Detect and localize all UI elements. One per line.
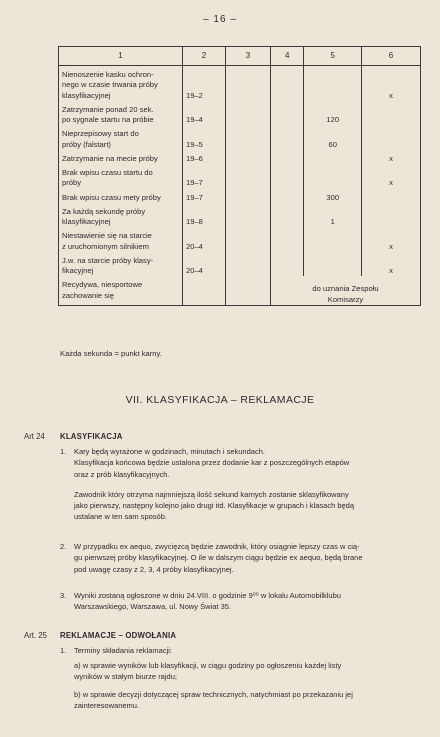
penalty-cell-4 bbox=[271, 164, 304, 189]
table-row bbox=[59, 66, 421, 101]
penalty-cell-3 bbox=[226, 66, 271, 101]
article-24-item-3 bbox=[60, 590, 420, 613]
exclusion-mark: x bbox=[362, 164, 421, 189]
penalty-cell-3 bbox=[226, 252, 271, 277]
article-reference: 19–2 bbox=[183, 66, 226, 101]
exclusion-mark: x bbox=[362, 227, 421, 252]
violation-description: Brak wpisu czasu startu do próby bbox=[59, 164, 183, 189]
article-reference: 19–8 bbox=[183, 203, 226, 228]
section-title: VII. KLASYFIKACJA – REKLAMACJE bbox=[125, 394, 315, 406]
table-row bbox=[59, 164, 421, 189]
item-paragraph: Wyniki zostaną ogłoszone w dniu 24.VIII. o godzinie 9⁰⁰ w lokalu Automobilklubu Warszawskiego, Warszawa, ul. Nowy Świat 35. bbox=[74, 591, 341, 612]
article-reference: 19–5 bbox=[183, 125, 226, 150]
violation-description: Nienoszenie kasku ochron- nego w czasie trwania próby klasyfikacyjnej bbox=[59, 66, 183, 101]
exclusion-mark: x bbox=[362, 66, 421, 101]
article-reference: 20–4 bbox=[183, 252, 226, 277]
col-header-4: 4 bbox=[271, 47, 304, 66]
penalty-cell-3 bbox=[226, 125, 271, 150]
col-header-6: 6 bbox=[362, 47, 421, 66]
table-row bbox=[59, 125, 421, 150]
article-25-item-1 bbox=[60, 645, 420, 656]
exclusion-mark: x bbox=[362, 252, 421, 277]
penalty-table bbox=[58, 46, 421, 306]
penalty-seconds: 120 bbox=[304, 101, 362, 126]
penalty-cell-3 bbox=[226, 101, 271, 126]
article-25-label: Art. 25 bbox=[24, 631, 47, 640]
penalty-seconds: 60 bbox=[304, 125, 362, 150]
violation-description: Brak wpisu czasu mety próby bbox=[59, 189, 183, 203]
penalty-cell-4 bbox=[271, 150, 304, 164]
penalty-cell-4 bbox=[271, 189, 304, 203]
item-paragraph: Zawodnik który otrzyma najmniejszą ilość sekund karnych zostanie sklasyfikowany jako pierwszy, następny kolejno jako drugi itd. Klasyfikacje w grupach i klasach będą ustalane w ten sam sposób. bbox=[74, 489, 355, 522]
exclusion-mark: x bbox=[362, 150, 421, 164]
table-row bbox=[59, 203, 421, 228]
exclusion-mark bbox=[362, 125, 421, 150]
penalty-seconds bbox=[304, 164, 362, 189]
article-25-subpoint-b: b) w sprawie decyzji dotyczącej spraw technicznych, natychmiast po przekazaniu jej zainteresowanemu. bbox=[74, 690, 353, 711]
violation-description: Nieprzepisowy start do próby (falstart) bbox=[59, 125, 183, 150]
col-header-3: 3 bbox=[226, 47, 271, 66]
penalty-seconds bbox=[304, 252, 362, 277]
table-row bbox=[59, 227, 421, 252]
article-25-subpoint-a: a) w sprawie wyników lub klasyfikacji, w ciągu godziny po ogłoszeniu każdej listy wyników w stałym biurze rajdu; bbox=[74, 661, 342, 682]
table-row bbox=[59, 101, 421, 126]
penalty-table-body bbox=[59, 66, 421, 306]
col-header-5: 5 bbox=[304, 47, 362, 66]
penalty-cell-4 bbox=[271, 252, 304, 277]
item-number: 1. bbox=[60, 646, 67, 655]
item-paragraph: W przypadku ex aequo, zwycięzcą będzie zawodnik, który osiągnie lepszy czas w cią- gu pierwszej próby klasyfikacyjnej. O ile w dalszym ciągu będzie ex aequo, będą brane pod uwagę czasy z 2, 3, 4 próby klasyfikacyjnej. bbox=[74, 542, 363, 574]
table-row bbox=[59, 252, 421, 277]
article-reference: 19–4 bbox=[183, 101, 226, 126]
merged-decision-cell: do uznania Zespołu Komisarzy bbox=[271, 276, 421, 305]
violation-description: J.w. na starcie próby klasy- fikacyjnej bbox=[59, 252, 183, 277]
penalty-cell-4 bbox=[271, 125, 304, 150]
penalty-cell-3 bbox=[226, 203, 271, 228]
article-24-item-2 bbox=[60, 541, 420, 575]
item-paragraph: Kary będą wyrażone w godzinach, minutach i sekundach. Klasyfikacja końcowa będzie ustalona przez dodanie kar z poszczególnych etapów oraz z prób klasyfikacyjnych. bbox=[74, 447, 350, 479]
col-header-2: 2 bbox=[183, 47, 226, 66]
violation-description: Zatrzymanie na mecie próby bbox=[59, 150, 183, 164]
exclusion-mark bbox=[362, 101, 421, 126]
article-reference: 19–6 bbox=[183, 150, 226, 164]
penalty-cell-3 bbox=[226, 227, 271, 252]
table-row bbox=[59, 189, 421, 203]
article-24-item-1 bbox=[60, 446, 420, 523]
penalty-cell-3 bbox=[226, 276, 271, 305]
penalty-cell-4 bbox=[271, 203, 304, 228]
table-header-row bbox=[59, 47, 421, 66]
article-24-label: Art 24 bbox=[24, 432, 45, 441]
article-reference: 20–4 bbox=[183, 227, 226, 252]
penalty-note: Każda sekunda = punkt karny. bbox=[60, 349, 162, 358]
table-row bbox=[59, 276, 421, 305]
penalty-cell-3 bbox=[226, 150, 271, 164]
article-reference: 19–7 bbox=[183, 189, 226, 203]
violation-description: Zatrzymanie ponad 20 sek. po sygnale startu na próbie bbox=[59, 101, 183, 126]
penalty-seconds: 1 bbox=[304, 203, 362, 228]
penalty-cell-4 bbox=[271, 66, 304, 101]
penalty-seconds: 300 bbox=[304, 189, 362, 203]
item-number: 1. bbox=[60, 447, 67, 456]
col-header-1: 1 bbox=[59, 47, 183, 66]
exclusion-mark bbox=[362, 203, 421, 228]
article-reference: 19–7 bbox=[183, 164, 226, 189]
penalty-cell-4 bbox=[271, 227, 304, 252]
item-number: 2. bbox=[60, 542, 67, 551]
penalty-seconds bbox=[304, 66, 362, 101]
exclusion-mark bbox=[362, 189, 421, 203]
item-number: 3. bbox=[60, 591, 67, 600]
penalty-seconds bbox=[304, 150, 362, 164]
page-number: – 16 – bbox=[203, 14, 237, 25]
table-row bbox=[59, 150, 421, 164]
article-reference bbox=[183, 276, 226, 305]
violation-description: Za każdą sekundę próby klasyfikacyjnej bbox=[59, 203, 183, 228]
violation-description: Recydywa, niesportowe zachowanie się bbox=[59, 276, 183, 305]
article-25-title: REKLAMACJE – ODWOŁANIA bbox=[60, 631, 177, 640]
violation-description: Niestawienie się na starcie z uruchomionym silnikiem bbox=[59, 227, 183, 252]
penalty-cell-4 bbox=[271, 101, 304, 126]
item-paragraph: Terminy składania reklamacji: bbox=[74, 646, 172, 655]
penalty-seconds bbox=[304, 227, 362, 252]
article-24-title: KLASYFIKACJA bbox=[60, 432, 123, 441]
penalty-cell-3 bbox=[226, 189, 271, 203]
penalty-cell-3 bbox=[226, 164, 271, 189]
